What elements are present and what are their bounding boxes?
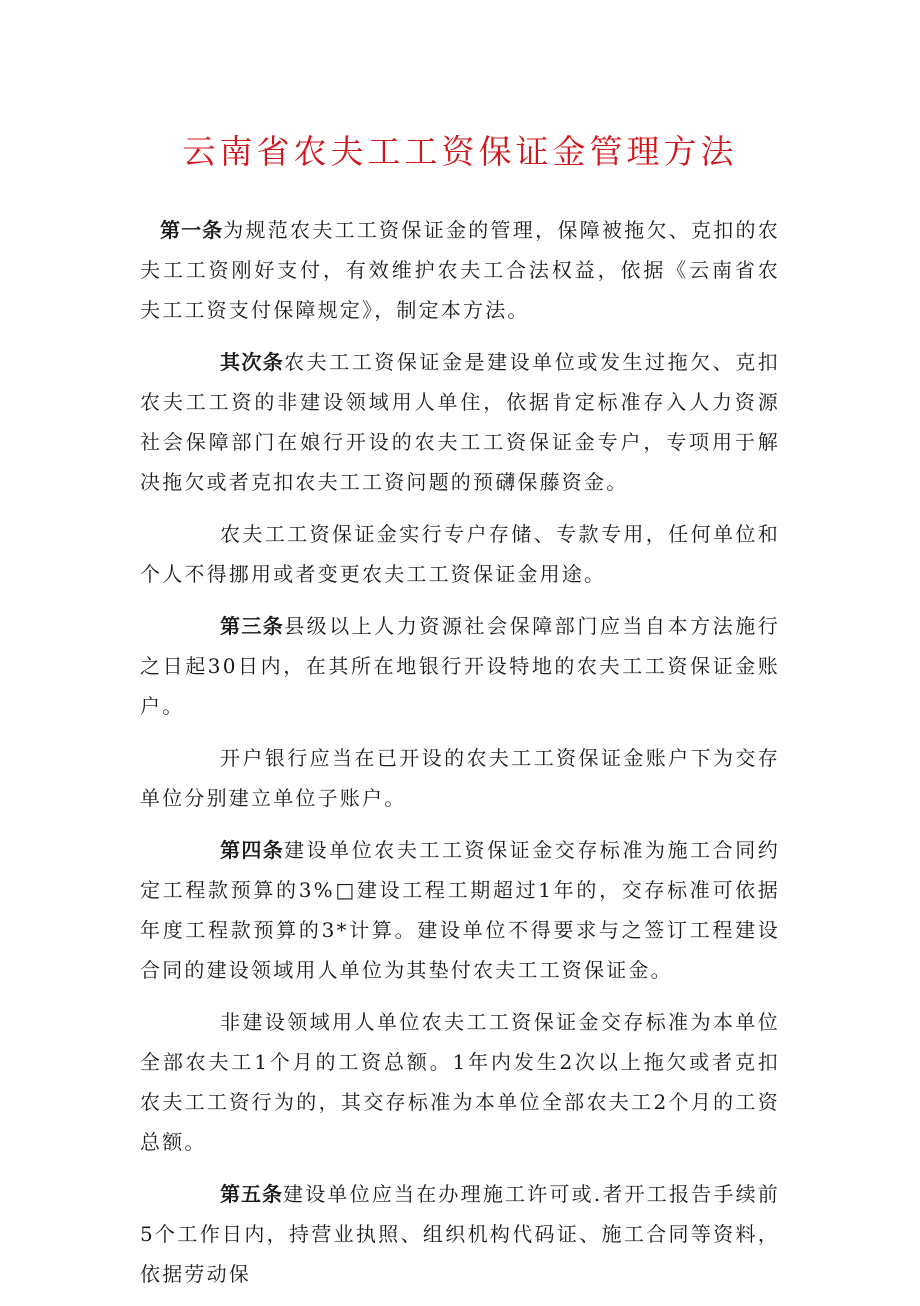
paragraph-article-4 (140, 830, 780, 990)
paragraph-article-5 (140, 1174, 780, 1294)
paragraph-continuation (140, 738, 780, 818)
paragraph-article-2 (140, 342, 780, 502)
article-number: 第一条 (160, 218, 224, 242)
article-number: 其次条 (220, 350, 285, 374)
paragraph-text: 建设单位农夫工工资保证金交存标准为施工合同约定工程款预算的3%□建设工程工期超过1年的，交存标准可依据年度工程款预算的3*计算。建设单位不得要求与之签订工程建设合同的建设领域用人单位为其垫付农夫工工资保证金。 (140, 838, 780, 982)
paragraph-article-1 (140, 210, 780, 330)
paragraph-text: 开户银行应当在已开设的农夫工工资保证金账户下为交存单位分别建立单位子账户。 (140, 746, 780, 810)
paragraph-text: 为规范农夫工工资保证金的管理，保障被拖欠、克扣的农夫工工资刚好支付，有效维护农夫工合法权益，依据《云南省农夫工工资支付保障规定》，制定本方法。 (140, 218, 781, 322)
article-number: 第五条 (220, 1182, 284, 1206)
paragraph-text: 农夫工工资保证金实行专户存储、专款专用，任何单位和个人不得挪用或者变更农夫工工资保证金用途。 (140, 522, 780, 586)
document-title: 云南省农夫工工资保证金管理方法 (182, 132, 738, 172)
paragraph-text: 非建设领域用人单位农夫工工资保证金交存标准为本单位全部农夫工1个月的工资总额。1年内发生2次以上拖欠或者克扣农夫工工资行为的，其交存标准为本单位全部农夫工2个月的工资总额。 (140, 1010, 780, 1154)
paragraph-continuation (140, 514, 780, 594)
article-number: 第三条 (220, 614, 285, 638)
paragraph-text: 建设单位应当在办理施工许可或.者开工报告手续前5个工作日内，持营业执照、组织机构代码证、施工合同等资料，依据劳动保 (140, 1182, 781, 1286)
paragraph-continuation (140, 1002, 780, 1162)
paragraph-text: 县级以上人力资源社会保障部门应当自本方法施行之日起30日内，在其所在地银行开设特地的农夫工工资保证金账户。 (140, 614, 780, 718)
paragraph-text: 农夫工工资保证金是建设单位或发生过拖欠、克扣农夫工工资的非建设领域用人单住，依据肯定标准存入人力资源社会保障部门在娘行开设的农夫工工资保证金专户，专项用于解决拖欠或者克扣农夫工工资问题的预礴保藤资金。 (140, 350, 780, 494)
paragraph-article-3 (140, 606, 780, 726)
article-number: 第四条 (220, 838, 285, 862)
document-body (140, 210, 780, 1306)
